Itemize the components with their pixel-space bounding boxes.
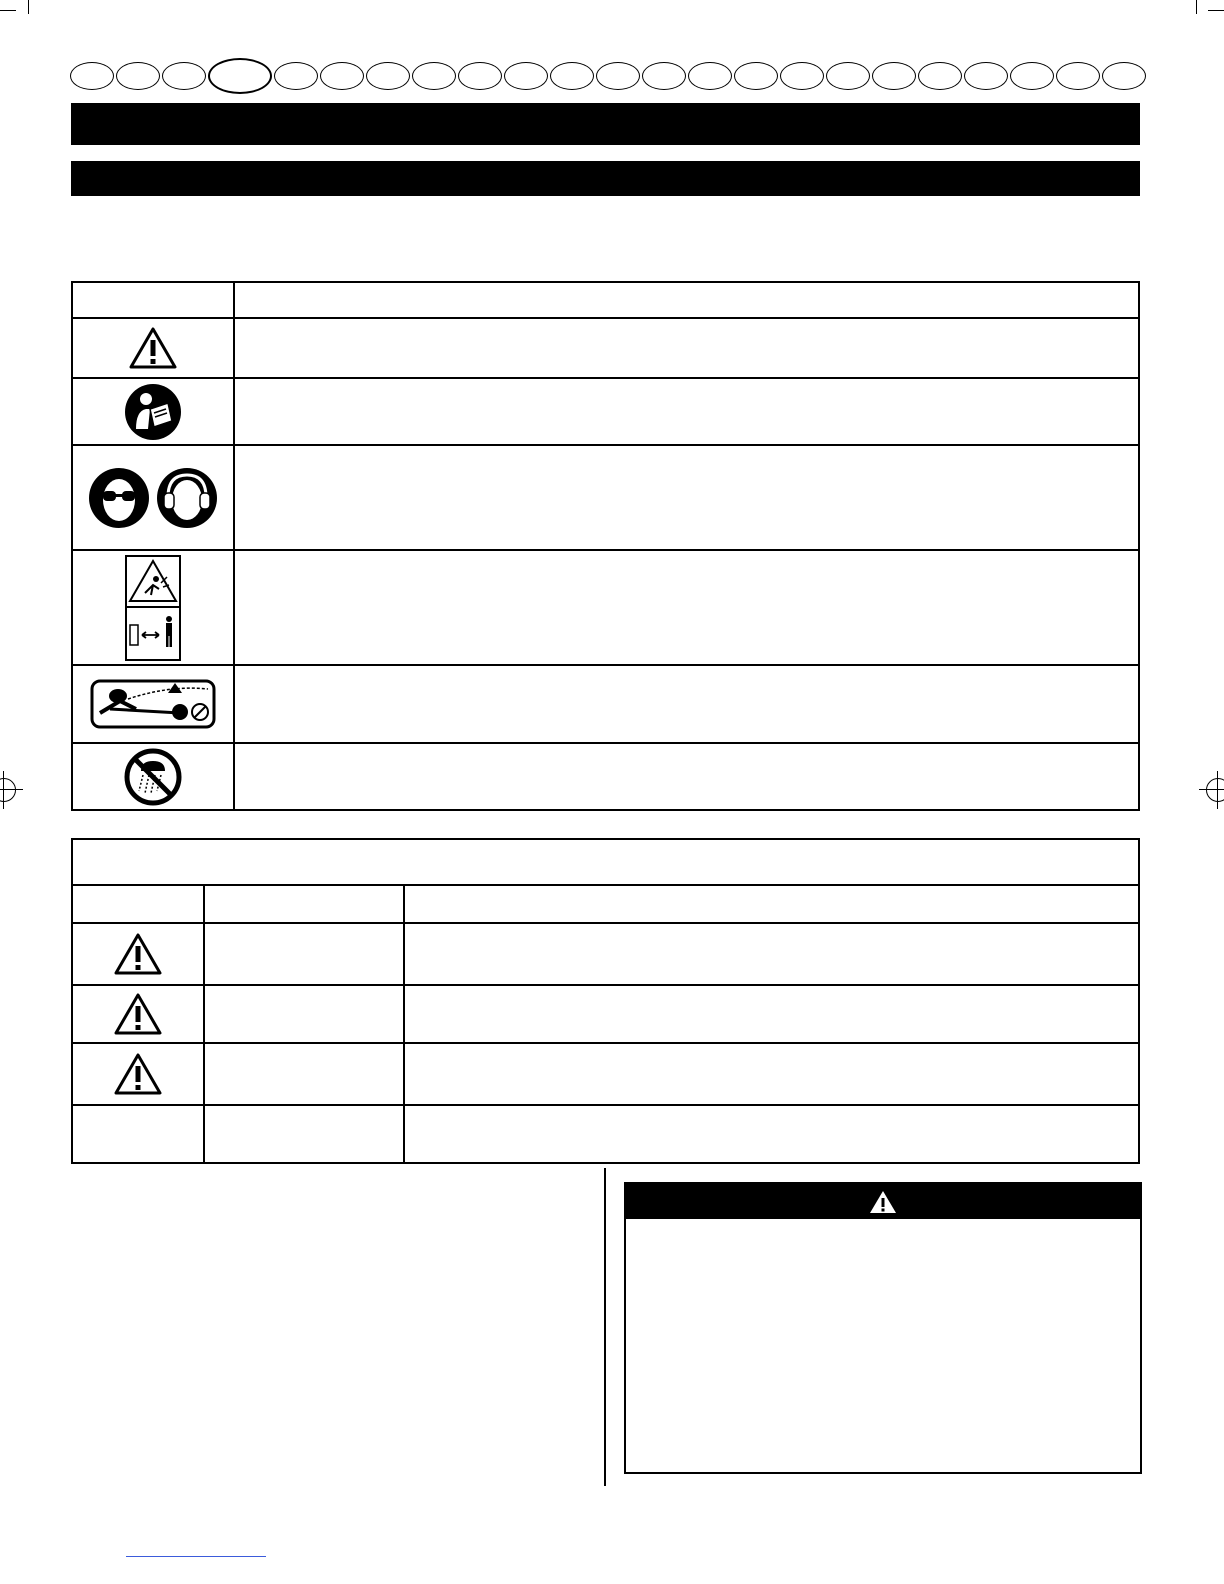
signal-meaning — [404, 985, 1139, 1043]
signal-word — [204, 1043, 404, 1105]
warning-triangle-icon — [869, 1190, 897, 1214]
signal-meaning — [404, 923, 1139, 985]
left-column-text — [71, 1180, 591, 1480]
read-manual-icon — [124, 383, 182, 441]
language-tab[interactable] — [918, 62, 962, 90]
language-tab[interactable] — [734, 62, 778, 90]
signal-header-signal — [204, 885, 404, 923]
thrown-objects-distance-icon — [125, 555, 181, 661]
symbol-text — [234, 445, 1139, 550]
symbol-text — [234, 318, 1139, 378]
signal-words-table — [71, 838, 1140, 1164]
language-tab[interactable] — [688, 62, 732, 90]
language-tab[interactable] — [642, 62, 686, 90]
crop-mark — [28, 0, 29, 14]
symbol-text — [234, 550, 1139, 665]
registration-mark-right — [1206, 778, 1224, 802]
language-tab[interactable] — [116, 62, 160, 90]
symbols-header-symbol — [72, 282, 234, 318]
language-tab[interactable] — [412, 62, 456, 90]
warning-triangle-icon — [113, 1052, 163, 1096]
language-tab[interactable] — [826, 62, 870, 90]
language-tab[interactable] — [964, 62, 1008, 90]
signal-word — [204, 923, 404, 985]
language-tab[interactable] — [872, 62, 916, 90]
crop-mark — [0, 10, 16, 11]
language-tab[interactable] — [504, 62, 548, 90]
warning-box — [624, 1182, 1142, 1474]
section-bar — [71, 161, 1140, 196]
signal-word — [204, 1105, 404, 1163]
language-tab[interactable] — [70, 62, 114, 90]
footer-rule — [126, 1556, 266, 1557]
eye-and-ear-protection-icon — [88, 467, 218, 529]
warning-box-header — [626, 1184, 1140, 1219]
warning-triangle-icon — [128, 326, 178, 370]
crop-mark — [1196, 0, 1197, 14]
rotating-cutter-hazard-icon — [90, 679, 216, 729]
header-bar — [71, 103, 1140, 145]
language-tab[interactable] — [274, 62, 318, 90]
language-tabs — [66, 58, 1146, 92]
warning-triangle-icon — [113, 932, 163, 976]
language-tab[interactable] — [1010, 62, 1054, 90]
column-divider — [604, 1168, 606, 1486]
symbol-text — [234, 378, 1139, 445]
symbol-text — [234, 743, 1139, 810]
language-tab[interactable] — [596, 62, 640, 90]
signal-table-title — [72, 839, 1139, 885]
symbols-header-meaning — [234, 282, 1139, 318]
signal-symbol-empty — [72, 1105, 204, 1163]
signal-meaning — [404, 1043, 1139, 1105]
symbol-text — [234, 665, 1139, 743]
warning-triangle-icon — [113, 992, 163, 1036]
signal-header-symbol — [72, 885, 204, 923]
no-rain-icon — [123, 747, 183, 807]
language-tab[interactable] — [1102, 62, 1146, 90]
language-tab[interactable] — [780, 62, 824, 90]
signal-header-meaning — [404, 885, 1139, 923]
language-tab[interactable] — [366, 62, 410, 90]
language-tab-active[interactable] — [208, 58, 272, 94]
language-tab[interactable] — [550, 62, 594, 90]
warning-box-body — [626, 1219, 1140, 1239]
language-tab[interactable] — [162, 62, 206, 90]
symbols-table — [71, 281, 1140, 811]
signal-word — [204, 985, 404, 1043]
intro-text — [71, 222, 1140, 252]
language-tab[interactable] — [458, 62, 502, 90]
signal-meaning — [404, 1105, 1139, 1163]
crop-mark — [1208, 10, 1224, 11]
language-tab[interactable] — [320, 62, 364, 90]
registration-mark-left — [0, 778, 16, 802]
language-tab[interactable] — [1056, 62, 1100, 90]
